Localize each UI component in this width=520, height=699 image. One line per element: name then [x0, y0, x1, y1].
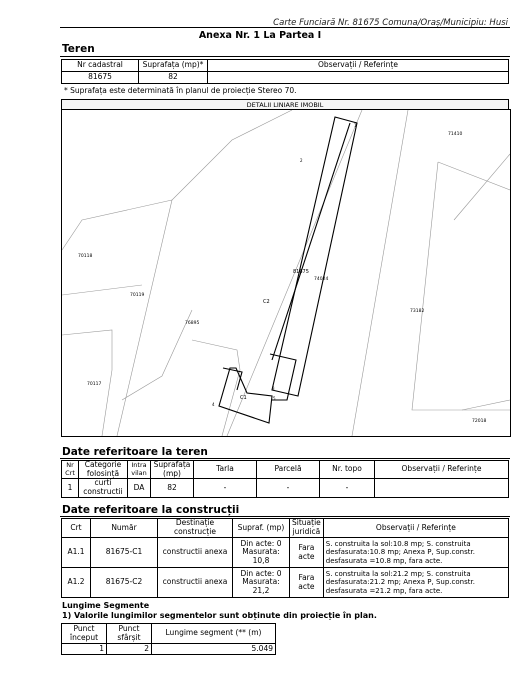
map-drawing [62, 110, 510, 436]
cell-punct-inceput: 1 [62, 644, 107, 655]
date-teren-section-title: Date referitoare la teren [62, 446, 208, 458]
map-title: DETALII LINIARE IMOBIL [61, 99, 509, 109]
col-tarla: Tarla [194, 461, 257, 479]
date-teren-table [61, 460, 509, 498]
header-rule [60, 27, 510, 28]
map-point-1: 1 [354, 123, 357, 128]
date-constructii-rule [60, 516, 510, 517]
col-punct-inceput: Punct început [62, 624, 107, 644]
col-lungime-segment: Lungime segment (** (m) [152, 624, 276, 644]
lungime-title: Lungime Segmente [62, 601, 150, 610]
map-label-72018: 72018 [472, 419, 487, 424]
lungime-table [61, 623, 276, 655]
col-observatii: Observații / Referințe [208, 60, 509, 72]
cell-observatii-constructii: S. construita la sol:10.8 mp; S. construita desfasurata:10.8 mp; Anexa P, Sup.constr. desfasurata =10.8 mp, fara acte. [323, 538, 508, 568]
date-constructii-table [61, 518, 509, 598]
cell-observatii-teren [375, 479, 509, 497]
col-crt: Crt [62, 519, 91, 538]
cell-situatie: Fara acte [290, 538, 324, 568]
cell-situatie: Fara acte [290, 568, 324, 598]
map-label-76895: 76895 [185, 321, 200, 326]
cell-destinatie: constructii anexa [158, 568, 233, 598]
col-suprafata-teren: Suprafața (mp) [151, 461, 194, 479]
map-label-70119: 70119 [130, 293, 145, 298]
cell-numar: 81675-C2 [91, 568, 158, 598]
col-observatii-constructii: Observații / Referințe [323, 519, 508, 538]
anexa-title: Anexa Nr. 1 La Partea I [198, 30, 322, 41]
col-supraf: Supraf. (mp) [233, 519, 290, 538]
cell-destinatie: constructii anexa [158, 538, 233, 568]
col-situatie: Situație juridică [290, 519, 324, 538]
col-nr-cadastral: Nr cadastral [62, 60, 139, 72]
cell-crt: A1.2 [62, 568, 91, 598]
cell-crt: A1.1 [62, 538, 91, 568]
map-point-2: 2 [300, 158, 303, 163]
cell-nr-cadastral: 81675 [62, 72, 139, 84]
map-point-5: 5 [273, 396, 276, 401]
teren-note: * Suprafața este determinată în planul de proiecție Stereo 70. [64, 86, 297, 95]
col-observatii-teren: Observații / Referințe [375, 461, 509, 479]
cell-observatii [208, 72, 509, 84]
cell-lungime-segment: 5.049 [152, 644, 276, 655]
carte-funciara-header: Carte Funciară Nr. 81675 Comuna/Oraș/Municipiu: Husi [273, 18, 508, 28]
map-label-c2: C2 [263, 299, 270, 305]
col-categorie: Categorie folosință [79, 461, 128, 479]
col-numar: Număr [91, 519, 158, 538]
cell-parcela: - [257, 479, 320, 497]
map-label-c1: C1 [240, 395, 247, 401]
map-label-70117: 70117 [87, 382, 102, 387]
date-teren-rule [60, 458, 510, 459]
cell-punct-sfarsit: 2 [107, 644, 152, 655]
col-intravilan: Intra vilan [128, 461, 151, 479]
table-row [62, 538, 509, 568]
map-label-71410: 71410 [448, 132, 463, 137]
col-suprafata: Suprafața (mp)* [139, 60, 208, 72]
map-point-3: 3 [272, 386, 275, 391]
lungime-subtitle: 1) Valorile lungimilor segmentelor sunt obținute din proiecție în plan. [62, 611, 377, 620]
cell-intravilan: DA [128, 479, 151, 497]
col-destinatie: Destinație construcție [158, 519, 233, 538]
teren-section-title: Teren [62, 43, 95, 55]
cell-suprafata: 82 [139, 72, 208, 84]
table-row [62, 644, 276, 655]
teren-table [61, 59, 509, 84]
map-label-70118: 70118 [78, 254, 93, 259]
map-point-4: 4 [212, 402, 215, 407]
col-parcela: Parcelă [257, 461, 320, 479]
col-nr-crt: Nr Crt [62, 461, 79, 479]
cell-supraf: Din acte: 0 Masurata: 10,8 [233, 538, 290, 568]
cell-nr-crt: 1 [62, 479, 79, 497]
map-label-parcel: 81675 [293, 269, 309, 275]
cell-tarla: - [194, 479, 257, 497]
cell-observatii-constructii: S. construita la sol:21.2 mp; S. construita desfasurata:21.2 mp; Anexa P, Sup.constr. desfasurata =21.2 mp, fara acte. [323, 568, 508, 598]
cell-categorie: curti constructii [79, 479, 128, 497]
cell-supraf: Din acte: 0 Masurata: 21,2 [233, 568, 290, 598]
cadastral-map [61, 109, 511, 437]
date-constructii-section-title: Date referitoare la construcții [62, 504, 240, 516]
col-nr-topo: Nr. topo [320, 461, 375, 479]
cell-suprafata-teren: 82 [151, 479, 194, 497]
table-row [62, 568, 509, 598]
cell-numar: 81675-C1 [91, 538, 158, 568]
map-label-74024: 74024 [314, 277, 329, 282]
map-label-73182: 73182 [410, 309, 425, 314]
teren-rule [60, 56, 510, 57]
col-punct-sfarsit: Punct sfârșit [107, 624, 152, 644]
cell-nr-topo: - [320, 479, 375, 497]
